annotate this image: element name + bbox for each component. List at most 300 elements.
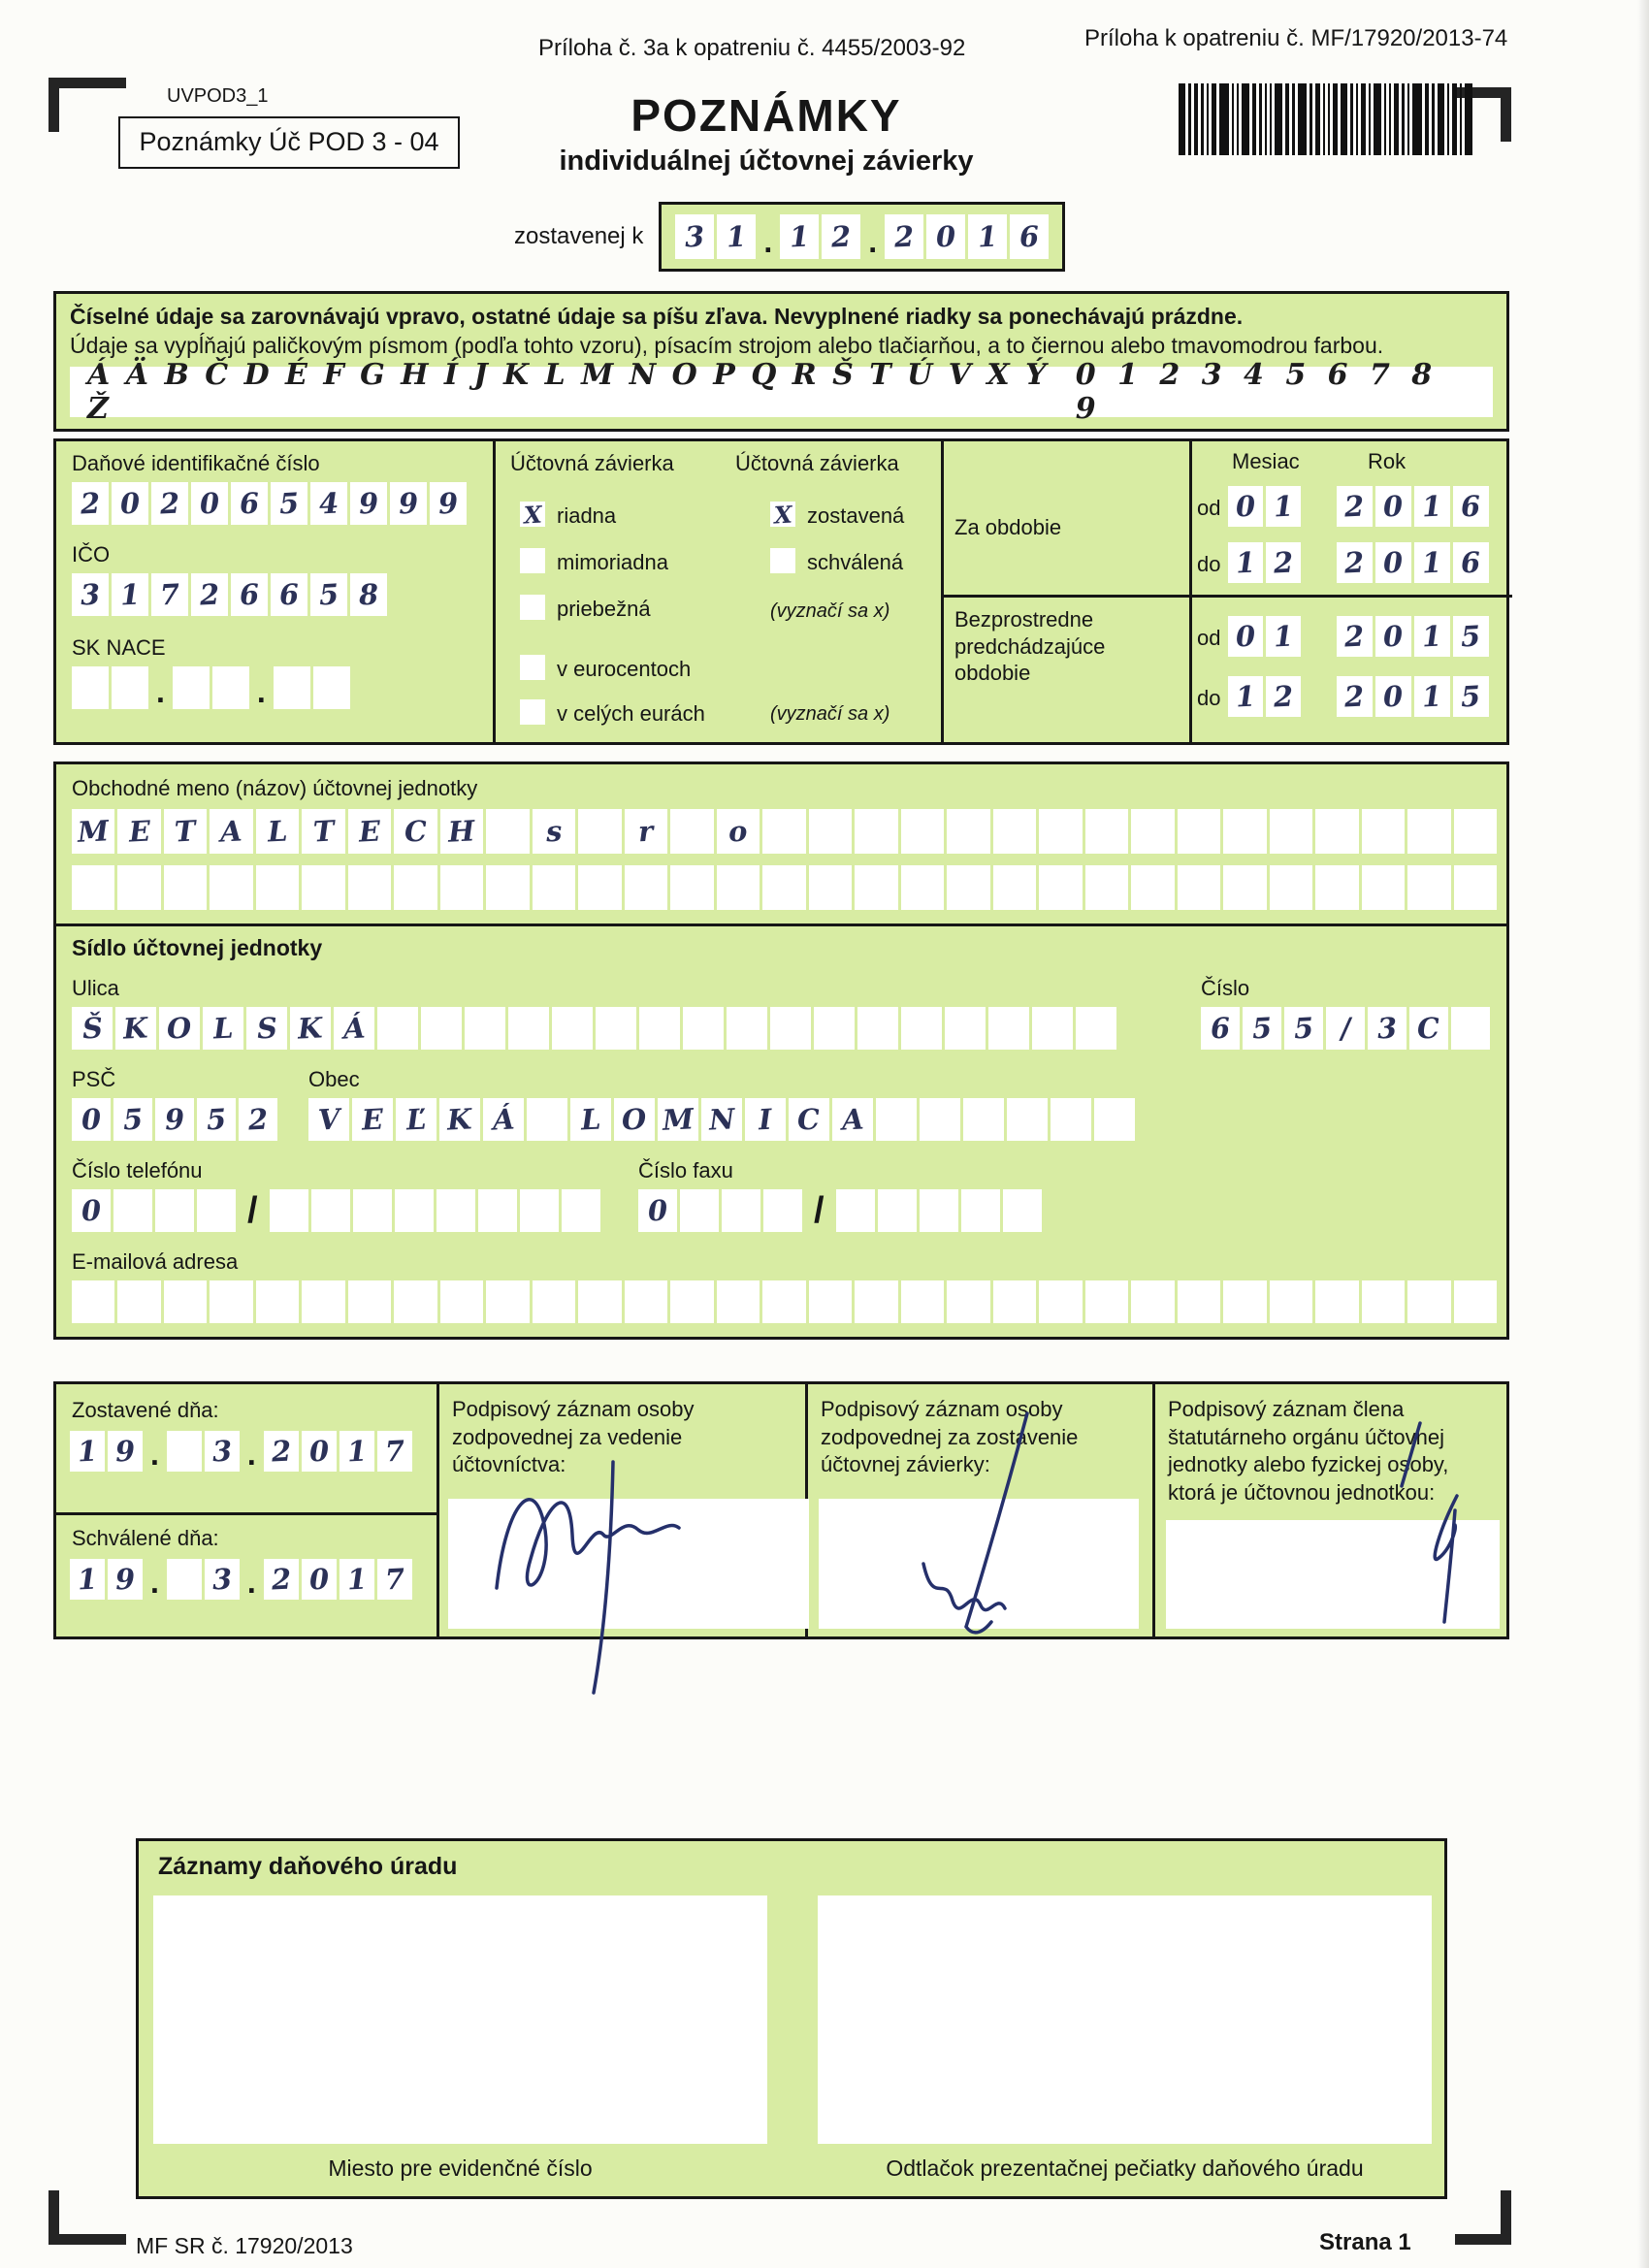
input-cell[interactable]: 5 xyxy=(310,573,347,616)
input-cell[interactable] xyxy=(855,865,897,910)
input-cell[interactable] xyxy=(763,1189,802,1232)
input-cell[interactable] xyxy=(947,809,989,854)
zostavene-month-cells xyxy=(167,1431,240,1472)
input-cell[interactable]: 1 xyxy=(717,214,756,259)
input-cell[interactable] xyxy=(552,1007,593,1050)
input-cell[interactable] xyxy=(901,1007,942,1050)
input-cell[interactable] xyxy=(670,865,713,910)
input-cell[interactable]: 1 xyxy=(1228,676,1263,717)
input-cell[interactable] xyxy=(155,1189,194,1232)
input-cell[interactable] xyxy=(947,865,989,910)
checkbox-zostavena-mark: X xyxy=(772,500,793,529)
input-cell[interactable] xyxy=(993,1280,1036,1323)
input-cell[interactable] xyxy=(1051,1098,1091,1141)
input-cell[interactable]: H xyxy=(440,809,483,854)
input-cell[interactable]: 2 xyxy=(151,482,188,525)
input-cell[interactable] xyxy=(395,1189,434,1232)
identification-box xyxy=(53,438,1509,745)
input-cell[interactable] xyxy=(945,1007,986,1050)
input-cell[interactable]: 0 xyxy=(1228,616,1263,657)
input-cell[interactable] xyxy=(197,1189,236,1232)
input-cell[interactable] xyxy=(72,865,114,910)
input-cell[interactable]: 0 xyxy=(112,482,148,525)
input-cell[interactable] xyxy=(164,865,207,910)
input-cell[interactable] xyxy=(625,1280,667,1323)
input-cell[interactable]: 7 xyxy=(377,1431,412,1472)
input-cell[interactable]: o xyxy=(717,809,760,854)
input-cell[interactable] xyxy=(670,1280,713,1323)
input-cell[interactable] xyxy=(302,865,344,910)
input-cell[interactable]: 0 xyxy=(638,1189,677,1232)
input-cell[interactable]: 5 xyxy=(1453,676,1489,717)
input-cell[interactable]: S xyxy=(246,1007,287,1050)
input-cell[interactable] xyxy=(961,1189,1000,1232)
input-cell[interactable]: 5 xyxy=(1453,616,1489,657)
input-cell[interactable] xyxy=(348,865,391,910)
input-cell[interactable] xyxy=(508,1007,549,1050)
input-cell[interactable]: 0 xyxy=(1375,676,1411,717)
input-cell[interactable]: A xyxy=(210,809,252,854)
input-cell[interactable] xyxy=(1039,865,1082,910)
input-cell[interactable]: 6 xyxy=(271,573,307,616)
input-cell[interactable]: 3 xyxy=(675,214,714,259)
input-cell[interactable] xyxy=(857,1007,898,1050)
input-cell[interactable]: K xyxy=(290,1007,331,1050)
input-cell[interactable] xyxy=(1223,865,1266,910)
checkbox-eurocent[interactable] xyxy=(520,655,545,680)
input-cell[interactable]: Ľ xyxy=(396,1098,436,1141)
compiled-day-cells xyxy=(675,214,756,259)
sample-digits: 0 1 2 3 4 5 6 7 8 9 xyxy=(1075,358,1439,426)
input-cell[interactable] xyxy=(117,865,160,910)
mesiac-label: Mesiac xyxy=(1232,449,1300,473)
input-cell[interactable]: 1 xyxy=(70,1431,105,1472)
input-cell[interactable] xyxy=(947,1280,989,1323)
input-cell[interactable] xyxy=(722,1189,760,1232)
input-cell[interactable] xyxy=(313,666,350,709)
input-cell[interactable] xyxy=(1131,1280,1174,1323)
input-cell[interactable] xyxy=(1039,1280,1082,1323)
input-cell[interactable]: 1 xyxy=(112,573,148,616)
input-cell[interactable]: E xyxy=(352,1098,393,1141)
za-obdobie-label: Za obdobie xyxy=(954,515,1062,539)
input-cell[interactable]: O xyxy=(614,1098,655,1141)
input-cell[interactable] xyxy=(117,1280,160,1323)
input-cell[interactable] xyxy=(901,809,944,854)
signatures-box xyxy=(53,1381,1509,1639)
input-cell[interactable] xyxy=(533,1280,575,1323)
input-cell[interactable]: 0 xyxy=(926,214,965,259)
input-cell[interactable]: 9 xyxy=(155,1098,194,1141)
riadna-label: riadna xyxy=(557,503,617,528)
input-cell[interactable] xyxy=(1270,1280,1312,1323)
input-cell[interactable]: 5 xyxy=(1243,1007,1281,1050)
attachment-note-left: Príloha č. 3a k opatreniu č. 4455/2003-92 xyxy=(538,35,966,61)
input-cell[interactable]: C xyxy=(789,1098,829,1141)
input-cell[interactable] xyxy=(1223,1280,1266,1323)
input-cell[interactable] xyxy=(901,865,944,910)
input-cell[interactable]: 9 xyxy=(108,1431,143,1472)
checkbox-mimoriadna[interactable] xyxy=(520,548,545,573)
input-cell[interactable]: 6 xyxy=(1453,542,1489,583)
input-cell[interactable] xyxy=(486,809,529,854)
input-cell[interactable] xyxy=(920,1189,958,1232)
input-cell[interactable]: A xyxy=(832,1098,873,1141)
input-cell[interactable]: 0 xyxy=(1375,616,1411,657)
crop-mark-bottom-left xyxy=(48,2190,126,2245)
input-cell[interactable] xyxy=(112,666,148,709)
input-cell[interactable] xyxy=(762,865,805,910)
input-cell[interactable] xyxy=(173,666,210,709)
input-cell[interactable]: 1 xyxy=(340,1431,374,1472)
input-cell[interactable]: C xyxy=(1409,1007,1448,1050)
input-cell[interactable]: 7 xyxy=(151,573,188,616)
input-cell[interactable] xyxy=(113,1189,152,1232)
input-cell[interactable] xyxy=(256,865,299,910)
input-cell[interactable] xyxy=(348,1280,391,1323)
input-cell[interactable] xyxy=(527,1098,567,1141)
input-cell[interactable] xyxy=(72,666,109,709)
input-cell[interactable]: 0 xyxy=(191,482,228,525)
input-cell[interactable] xyxy=(562,1189,600,1232)
input-cell[interactable]: 5 xyxy=(113,1098,152,1141)
input-cell[interactable]: M xyxy=(658,1098,698,1141)
input-cell[interactable]: 2 xyxy=(1337,616,1373,657)
input-cell[interactable] xyxy=(1270,809,1312,854)
input-cell[interactable]: 7 xyxy=(377,1559,412,1600)
input-cell[interactable]: 9 xyxy=(350,482,387,525)
input-cell[interactable] xyxy=(486,1280,529,1323)
input-cell[interactable] xyxy=(1454,1280,1497,1323)
input-cell[interactable]: 0 xyxy=(1375,486,1411,527)
input-cell[interactable] xyxy=(1315,865,1358,910)
input-cell[interactable]: T xyxy=(302,809,344,854)
input-cell[interactable]: L xyxy=(256,809,299,854)
input-cell[interactable] xyxy=(486,865,529,910)
input-cell[interactable] xyxy=(1451,1007,1490,1050)
input-cell[interactable] xyxy=(212,666,249,709)
business-name-row2 xyxy=(72,865,1497,910)
input-cell[interactable] xyxy=(809,865,852,910)
input-cell[interactable]: C xyxy=(394,809,436,854)
input-cell[interactable] xyxy=(1407,865,1450,910)
input-cell[interactable] xyxy=(717,1280,760,1323)
input-cell[interactable]: 1 xyxy=(780,214,819,259)
input-cell[interactable] xyxy=(1085,865,1128,910)
input-cell[interactable]: 2 xyxy=(822,214,860,259)
input-cell[interactable] xyxy=(353,1189,392,1232)
email-label: E-mailová adresa xyxy=(72,1249,239,1274)
input-cell[interactable]: 1 xyxy=(1228,542,1263,583)
crop-mark-bottom-right xyxy=(1455,2190,1511,2245)
footer-page-number: Strana 1 xyxy=(1319,2229,1411,2255)
input-cell[interactable]: 0 xyxy=(302,1559,337,1600)
input-cell[interactable] xyxy=(1039,809,1082,854)
input-cell[interactable] xyxy=(625,865,667,910)
ico-cells xyxy=(72,573,387,616)
input-cell[interactable] xyxy=(1270,865,1312,910)
input-cell[interactable] xyxy=(770,1007,811,1050)
input-cell[interactable]: 5 xyxy=(271,482,307,525)
input-cell[interactable] xyxy=(680,1189,719,1232)
stamp-area[interactable] xyxy=(818,1895,1432,2144)
checkbox-schvalena[interactable] xyxy=(770,548,795,573)
input-cell[interactable]: L xyxy=(203,1007,243,1050)
sig1-label: Podpisový záznam osoby zodpovednej za vedenie účtovníctva: xyxy=(452,1397,695,1477)
page-subtitle: individuálnej účtovnej závierky xyxy=(559,146,974,177)
input-cell[interactable] xyxy=(1007,1098,1048,1141)
input-cell[interactable] xyxy=(876,1098,917,1141)
input-cell[interactable]: 1 xyxy=(340,1559,374,1600)
input-cell[interactable]: 6 xyxy=(231,482,268,525)
checkbox-priebezna[interactable] xyxy=(520,595,545,620)
input-cell[interactable]: 9 xyxy=(390,482,427,525)
input-cell[interactable] xyxy=(421,1007,462,1050)
separator-slash: / xyxy=(814,1190,824,1231)
form-code-box xyxy=(118,116,460,169)
input-cell[interactable]: 1 xyxy=(1266,486,1301,527)
input-cell[interactable] xyxy=(596,1007,636,1050)
attachment-note-right: Príloha k opatreniu č. MF/17920/2013-74 xyxy=(1084,25,1508,51)
input-cell[interactable]: 2 xyxy=(239,1098,277,1141)
compiled-to-label: zostavenej k xyxy=(514,223,644,249)
separator-dot: . xyxy=(150,1565,159,1600)
sig3-area[interactable] xyxy=(1166,1520,1500,1629)
current-from-month-cells xyxy=(1228,486,1301,527)
business-address-box xyxy=(53,761,1509,1340)
input-cell[interactable] xyxy=(164,1280,207,1323)
input-cell[interactable] xyxy=(639,1007,680,1050)
input-cell[interactable] xyxy=(440,865,483,910)
input-cell[interactable]: 2 xyxy=(264,1559,299,1600)
input-cell[interactable]: K xyxy=(115,1007,156,1050)
input-cell[interactable]: 1 xyxy=(968,214,1007,259)
input-cell[interactable] xyxy=(302,1280,344,1323)
input-cell[interactable] xyxy=(1131,809,1174,854)
input-cell[interactable] xyxy=(1131,865,1174,910)
input-cell[interactable]: 1 xyxy=(1414,542,1450,583)
input-cell[interactable] xyxy=(1407,1280,1450,1323)
input-cell[interactable] xyxy=(311,1189,350,1232)
input-cell[interactable] xyxy=(1362,1280,1405,1323)
input-cell[interactable] xyxy=(1454,809,1497,854)
input-cell[interactable]: 1 xyxy=(1414,616,1450,657)
input-cell[interactable] xyxy=(920,1098,960,1141)
input-cell[interactable] xyxy=(963,1098,1004,1141)
ulica-label: Ulica xyxy=(72,976,119,1000)
input-cell[interactable] xyxy=(394,1280,436,1323)
evidence-number-area[interactable] xyxy=(153,1895,767,2144)
compiled-month-cells xyxy=(780,214,860,259)
compiled-date-box xyxy=(659,202,1065,272)
tax-office-header: Záznamy daňového úradu xyxy=(158,1853,458,1880)
input-cell[interactable] xyxy=(440,1280,483,1323)
input-cell[interactable]: I xyxy=(745,1098,786,1141)
input-cell[interactable] xyxy=(855,1280,897,1323)
input-cell[interactable] xyxy=(210,865,252,910)
telefon-prefix-cells xyxy=(72,1189,236,1232)
input-cell[interactable] xyxy=(465,1007,505,1050)
input-cell[interactable]: r xyxy=(625,809,667,854)
input-cell[interactable] xyxy=(836,1189,875,1232)
input-cell[interactable] xyxy=(1178,1280,1220,1323)
checkbox-zostavena[interactable] xyxy=(770,502,795,527)
input-cell[interactable] xyxy=(762,1280,805,1323)
input-cell[interactable] xyxy=(436,1189,475,1232)
input-cell[interactable] xyxy=(1315,809,1358,854)
input-cell[interactable] xyxy=(167,1431,202,1472)
input-cell[interactable] xyxy=(274,666,310,709)
input-cell[interactable] xyxy=(814,1007,855,1050)
input-cell[interactable] xyxy=(1178,865,1220,910)
cislo-cells xyxy=(1201,1007,1490,1050)
input-cell[interactable] xyxy=(1454,865,1497,910)
input-cell[interactable] xyxy=(210,1280,252,1323)
input-cell[interactable]: s xyxy=(533,809,575,854)
input-cell[interactable]: 9 xyxy=(430,482,467,525)
input-cell[interactable] xyxy=(988,1007,1029,1050)
input-cell[interactable]: 1 xyxy=(1414,676,1450,717)
input-cell[interactable] xyxy=(1094,1098,1135,1141)
input-cell[interactable] xyxy=(478,1189,517,1232)
input-cell[interactable]: 0 xyxy=(1375,542,1411,583)
input-cell[interactable] xyxy=(1407,809,1450,854)
previous-from-month-cells xyxy=(1228,616,1301,657)
input-cell[interactable]: N xyxy=(701,1098,742,1141)
input-cell[interactable]: Á xyxy=(334,1007,374,1050)
input-cell[interactable]: 2 xyxy=(885,214,923,259)
cele-eura-label: v celých eurách xyxy=(557,701,705,726)
instructions-line2: Údaje sa vypĺňajú paličkovým písmom (podľa tohto vzoru), písacím strojom alebo tlačiarňou, a to čiernou alebo tmavomodrou farbou. xyxy=(70,333,1384,358)
input-cell[interactable] xyxy=(256,1280,299,1323)
input-cell[interactable]: 2 xyxy=(1337,676,1373,717)
input-cell[interactable] xyxy=(683,1007,724,1050)
input-cell[interactable]: 0 xyxy=(72,1189,111,1232)
telefon-label: Číslo telefónu xyxy=(72,1158,203,1183)
input-cell[interactable] xyxy=(878,1189,917,1232)
input-cell[interactable] xyxy=(727,1007,767,1050)
input-cell[interactable]: 0 xyxy=(1228,486,1263,527)
input-cell[interactable]: 3 xyxy=(72,573,109,616)
input-cell[interactable]: 6 xyxy=(231,573,268,616)
input-cell[interactable]: 2 xyxy=(191,573,228,616)
input-cell[interactable] xyxy=(578,865,621,910)
input-cell[interactable] xyxy=(1076,1007,1116,1050)
mark-note-2: (vyznačí sa x) xyxy=(770,703,890,725)
ico-label: IČO xyxy=(72,542,111,567)
input-cell[interactable]: O xyxy=(159,1007,200,1050)
input-cell[interactable] xyxy=(1003,1189,1042,1232)
separator-dot: . xyxy=(256,674,266,709)
input-cell[interactable]: 3 xyxy=(205,1559,240,1600)
input-cell[interactable] xyxy=(520,1189,559,1232)
dic-label: Daňové identifikačné číslo xyxy=(72,451,320,475)
separator-dot: . xyxy=(868,224,878,259)
checkbox-riadna-mark: X xyxy=(522,500,543,529)
input-cell[interactable]: 3 xyxy=(205,1431,240,1472)
instructions-line1: Číselné údaje sa zarovnávajú vpravo, ostatné údaje sa píšu zľava. Nevyplnené riadky sa ponechávajú prázdne. xyxy=(70,304,1244,329)
input-cell[interactable]: 4 xyxy=(310,482,347,525)
input-cell[interactable]: E xyxy=(348,809,391,854)
input-cell[interactable] xyxy=(1362,809,1405,854)
input-cell[interactable] xyxy=(270,1189,308,1232)
input-cell[interactable] xyxy=(1223,809,1266,854)
input-cell[interactable]: K xyxy=(439,1098,480,1141)
input-cell[interactable] xyxy=(762,809,805,854)
input-cell[interactable]: 6 xyxy=(1201,1007,1240,1050)
input-cell[interactable] xyxy=(901,1280,944,1323)
obec-label: Obec xyxy=(308,1067,360,1091)
input-cell[interactable] xyxy=(72,1280,114,1323)
input-cell[interactable]: 8 xyxy=(350,573,387,616)
input-cell[interactable]: 2 xyxy=(1337,486,1373,527)
input-cell[interactable]: 0 xyxy=(72,1098,111,1141)
input-cell[interactable] xyxy=(578,1280,621,1323)
input-cell[interactable] xyxy=(1085,809,1128,854)
business-name-row1 xyxy=(72,809,1497,854)
input-cell[interactable] xyxy=(533,865,575,910)
input-cell[interactable]: 1 xyxy=(1266,616,1301,657)
checkbox-riadna[interactable] xyxy=(520,502,545,527)
input-cell[interactable]: Á xyxy=(483,1098,524,1141)
sig2-area[interactable] xyxy=(819,1499,1139,1629)
input-cell[interactable] xyxy=(394,865,436,910)
input-cell[interactable]: 0 xyxy=(302,1431,337,1472)
input-cell[interactable]: 1 xyxy=(70,1559,105,1600)
input-cell[interactable]: 2 xyxy=(72,482,109,525)
input-cell[interactable]: 2 xyxy=(264,1431,299,1472)
input-cell[interactable] xyxy=(993,809,1036,854)
input-cell[interactable]: M xyxy=(72,809,114,854)
input-cell[interactable]: T xyxy=(164,809,207,854)
input-cell[interactable]: 3 xyxy=(1368,1007,1406,1050)
input-cell[interactable]: 2 xyxy=(1337,542,1373,583)
input-cell[interactable]: E xyxy=(117,809,160,854)
input-cell[interactable] xyxy=(993,865,1036,910)
input-cell[interactable]: 9 xyxy=(108,1559,143,1600)
input-cell[interactable]: V xyxy=(308,1098,349,1141)
sample-characters-strip xyxy=(70,358,1493,426)
input-cell[interactable]: 2 xyxy=(1266,542,1301,583)
input-cell[interactable]: 6 xyxy=(1453,486,1489,527)
input-cell[interactable] xyxy=(167,1559,202,1600)
input-cell[interactable] xyxy=(578,809,621,854)
input-cell[interactable] xyxy=(855,809,897,854)
input-cell[interactable] xyxy=(1178,809,1220,854)
input-cell[interactable] xyxy=(1032,1007,1073,1050)
input-cell[interactable] xyxy=(809,1280,852,1323)
input-cell[interactable] xyxy=(809,809,852,854)
checkbox-cele-eura[interactable] xyxy=(520,699,545,725)
sig1-area[interactable] xyxy=(448,1499,809,1629)
schvalena-label: schválená xyxy=(807,550,904,574)
input-cell[interactable] xyxy=(1085,1280,1128,1323)
input-cell[interactable] xyxy=(1362,865,1405,910)
input-cell[interactable] xyxy=(1315,1280,1358,1323)
input-cell[interactable] xyxy=(717,865,760,910)
input-cell[interactable]: 5 xyxy=(1284,1007,1323,1050)
input-cell[interactable]: 5 xyxy=(197,1098,236,1141)
input-cell[interactable]: 1 xyxy=(1414,486,1450,527)
input-cell[interactable] xyxy=(670,809,713,854)
mark-note: (vyznačí sa x) xyxy=(770,600,890,622)
input-cell[interactable] xyxy=(377,1007,418,1050)
input-cell[interactable]: Š xyxy=(72,1007,113,1050)
input-cell[interactable]: 2 xyxy=(1266,676,1301,717)
input-cell[interactable]: L xyxy=(570,1098,611,1141)
input-cell[interactable]: 6 xyxy=(1010,214,1049,259)
input-cell[interactable]: / xyxy=(1326,1007,1365,1050)
